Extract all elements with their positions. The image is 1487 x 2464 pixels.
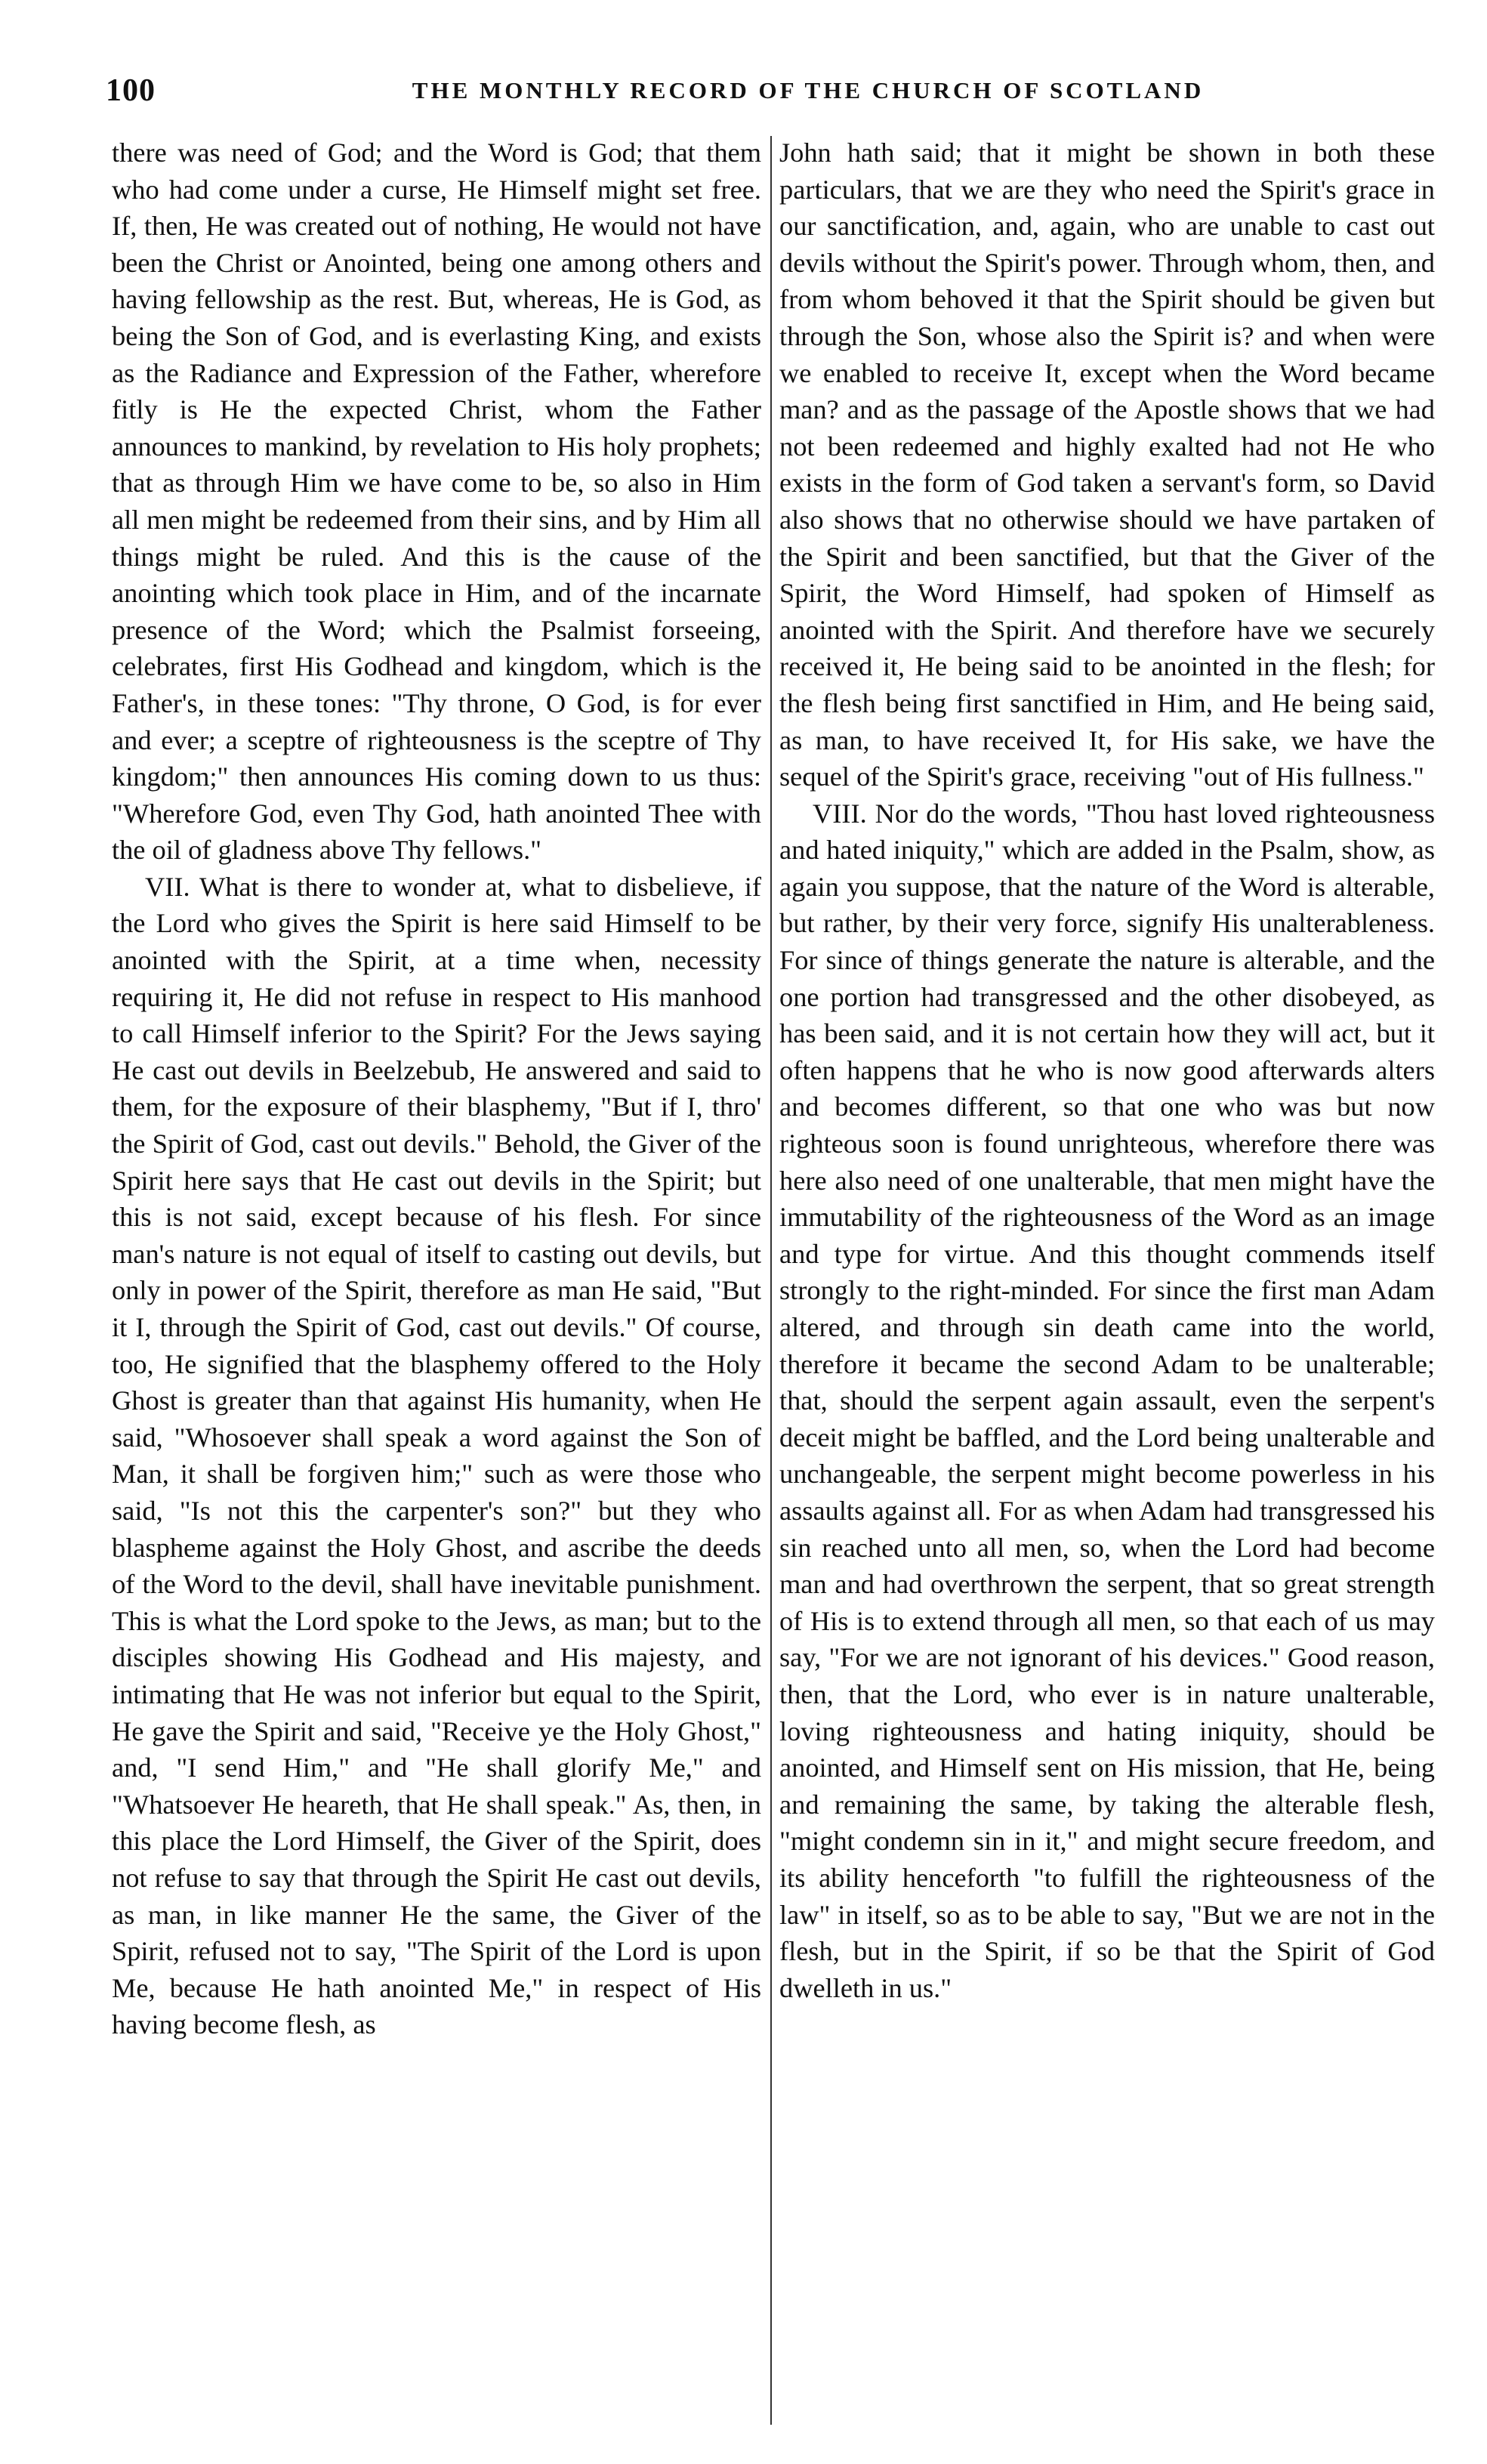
- running-title: THE MONTHLY RECORD OF THE CHURCH OF SCOTLAND: [412, 77, 1205, 103]
- paragraph-section-viii: VIII. Nor do the words, "Thou hast loved righteousness and hated iniquity," which are added in the Psalm, show, as again you suppose, that the nature of the Word is alterable, but rather, by their very force, signify His unalterableness. For since of things generate the nature is alterable, and the one portion had transgressed and the other disobeyed, as has been said, and it is not certain how they will act, but it often happens that he who is now good afterwards alters and becomes different, so that one who was but now righteous soon is found unrighteous, wherefore there was here also need of one unalterable, that men might have the immutability of the righteousness of the Word as an image and type for virtue. And this thought commends itself strongly to the right-minded. For since the first man Adam altered, and through sin death came into the world, therefore it became the second Adam to be unalterable; that, should the serpent again assault, even the serpent's deceit might be baffled, and the Lord being unalterable and unchangeable, the serpent might become powerless in his assaults against all. For as when Adam had transgressed his sin reached unto all men, so, when the Lord had become man and had overthrown the serpent, that so great strength of His is to extend through all men, so that each of us may say, "For we are not ignorant of his devices." Good reason, then, that the Lord, who ever is in nature unalterable, loving righteousness and hating iniquity, should be anointed, and Himself sent on His mission, that He, being and remaining the same, by taking the alterable flesh, "might condemn sin in it," and might secure freedom, and its ability henceforth "to fulfill the righteousness of the law" in itself, so as to be able to say, "But we are not in the flesh, but in the Spirit, if so be that the Spirit of God dwelleth in us.": [779, 798, 1435, 2003]
- left-column: [112, 134, 761, 2431]
- page-number: 100: [106, 73, 156, 108]
- page-header: [106, 73, 1420, 118]
- column-divider: [770, 136, 772, 2425]
- paragraph-continuation-right: John hath said; that it might be shown in both these particulars, that we are they who need the Spirit's grace in our sanctification, and, again, who are unable to cast out devils without the Spirit's power. Through whom, then, and from whom behoved it that the Spirit should be given but through the Son, whose also the Spirit is? and when were we enabled to receive It, except when the Word became man? and as the passage of the Apostle shows that we had not been redeemed and highly exalted had not He who exists in the form of God taken a servant's form, so David also shows that no otherwise should we have partaken of the Spirit and been sanctified, but that the Giver of the Spirit, the Word Himself, had spoken of Himself as anointed with the Spirit. And therefore have we securely received it, He being said to be anointed in the flesh; for the flesh being first sanctified in Him, and He being said, as man, to have received It, for His sake, we have the sequel of the Spirit's grace, receiving "out of His fullness.": [779, 137, 1435, 792]
- paragraph-continuation: there was need of God; and the Word is God; that them who had come under a curse, He Himself might set free. If, then, He was created out of nothing, He would not have been the Christ or Anointed, being one among others and having fellowship as the rest. But, whereas, He is God, as being the Son of God, and is everlasting King, and exists as the Radiance and Expression of the Father, wherefore fitly is He the expected Christ, whom the Father announces to mankind, by revelation to His holy prophets; that as through Him we have come to be, so also in Him all men might be redeemed from their sins, and by Him all things might be ruled. And this is the cause of the anointing which took place in Him, and of the incarnate presence of the Word; which the Psalmist forseeing, celebrates, first His Godhead and kingdom, which is the Father's, in these tones: "Thy throne, O God, is for ever and ever; a sceptre of righteousness is the sceptre of Thy kingdom;" then announces His coming down to us thus: "Wherefore God, even Thy God, hath anointed Thee with the oil of gladness above Thy fellows.": [112, 137, 761, 866]
- right-column: [779, 134, 1435, 2431]
- paragraph-section-vii: VII. What is there to wonder at, what to disbelieve, if the Lord who gives the Spirit is here said Himself to be anointed with the Spirit, at a time when, necessity requiring it, He did not refuse in respect to His manhood to call Himself inferior to the Spirit? For the Jews saying He cast out devils in Beelzebub, He answered and said to them, for the exposure of their blasphemy, "But if I, thro' the Spirit of God, cast out devils." Behold, the Giver of the Spirit here says that He cast out devils in the Spirit; but this is not said, except because of his flesh. For since man's nature is not equal of itself to casting out devils, but only in power of the Spirit, therefore as man He said, "But it I, through the Spirit of God, cast out devils." Of course, too, He signified that the blasphemy offered to the Holy Ghost is greater than that against His humanity, when He said, "Whosoever shall speak a word against the Son of Man, it shall be forgiven him;" such as were those who said, "Is not this the carpenter's son?" but they who blaspheme against the Holy Ghost, and ascribe the deeds of the Word to the devil, shall have inevitable punishment. This is what the Lord spoke to the Jews, as man; but to the disciples showing His Godhead and His majesty, and intimating that He was not inferior but equal to the Spirit, He gave the Spirit and said, "Receive ye the Holy Ghost," and, "I send Him," and "He shall glorify Me," and "Whatsoever He heareth, that He shall speak." As, then, in this place the Lord Himself, the Giver of the Spirit, does not refuse to say that through the Spirit He cast out devils, as man, in like manner He the same, the Giver of the Spirit, refused not to say, "The Spirit of the Lord is upon Me, because He hath anointed Me," in respect of His having become flesh, as: [112, 871, 761, 2040]
